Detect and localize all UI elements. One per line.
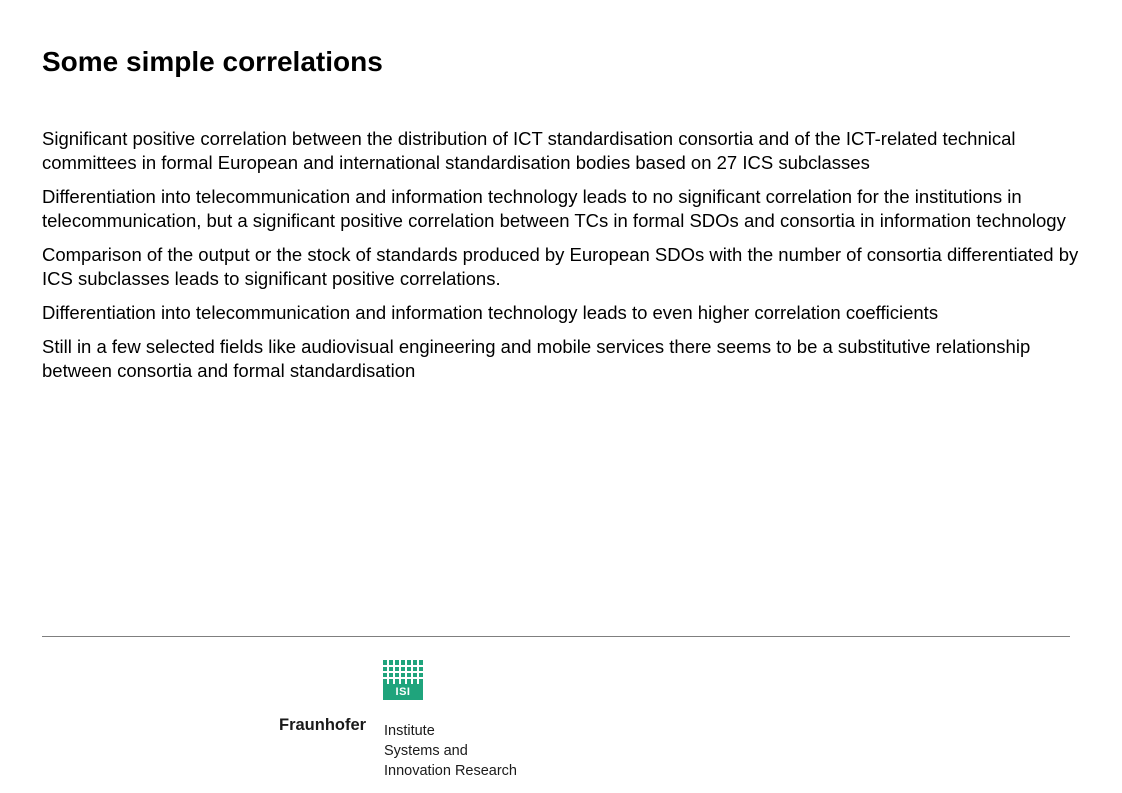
logo-grid-line [383,665,423,667]
paragraph-3: Comparison of the output or the stock of standards produced by European SDOs with the number of consortia differentiated by ICS subclasses leads to significant positive correlations. [42,244,1079,289]
isi-logo-mark [383,660,423,700]
paragraph-5: Still in a few selected fields like audiovisual engineering and mobile services there seems to be a substitutive relationship between consortia and formal standardisation [42,336,1031,381]
footer-divider [42,636,1070,637]
institute-line-1: Institute [384,723,435,739]
logo-grid-line [383,677,423,679]
institute-line-2: Systems and [384,743,468,759]
slide-title: Some simple correlations [42,46,383,77]
fraunhofer-isi-logo [279,660,539,786]
institute-line-3: Innovation Research [384,763,517,779]
slide-body [42,127,1082,393]
logo-grid-line [383,671,423,673]
paragraph-4: Differentiation into telecommunication and information technology leads to even higher correlation coefficients [42,302,939,323]
paragraph-1: Significant positive correlation between the distribution of ICT standardisation consortia and of the ICT-related technical committees in formal European and international standardisation bodies based on 27 ICS subclasses [42,128,1016,173]
brand-name: Fraunhofer [279,716,367,734]
paragraph-2: Differentiation into telecommunication and information technology leads to no significant correlation for the institutions in telecommunication, but a significant positive correlation between TCs in formal SDOs and consortia in information technology [42,186,1066,231]
isi-logo-text: ISI [395,686,411,698]
